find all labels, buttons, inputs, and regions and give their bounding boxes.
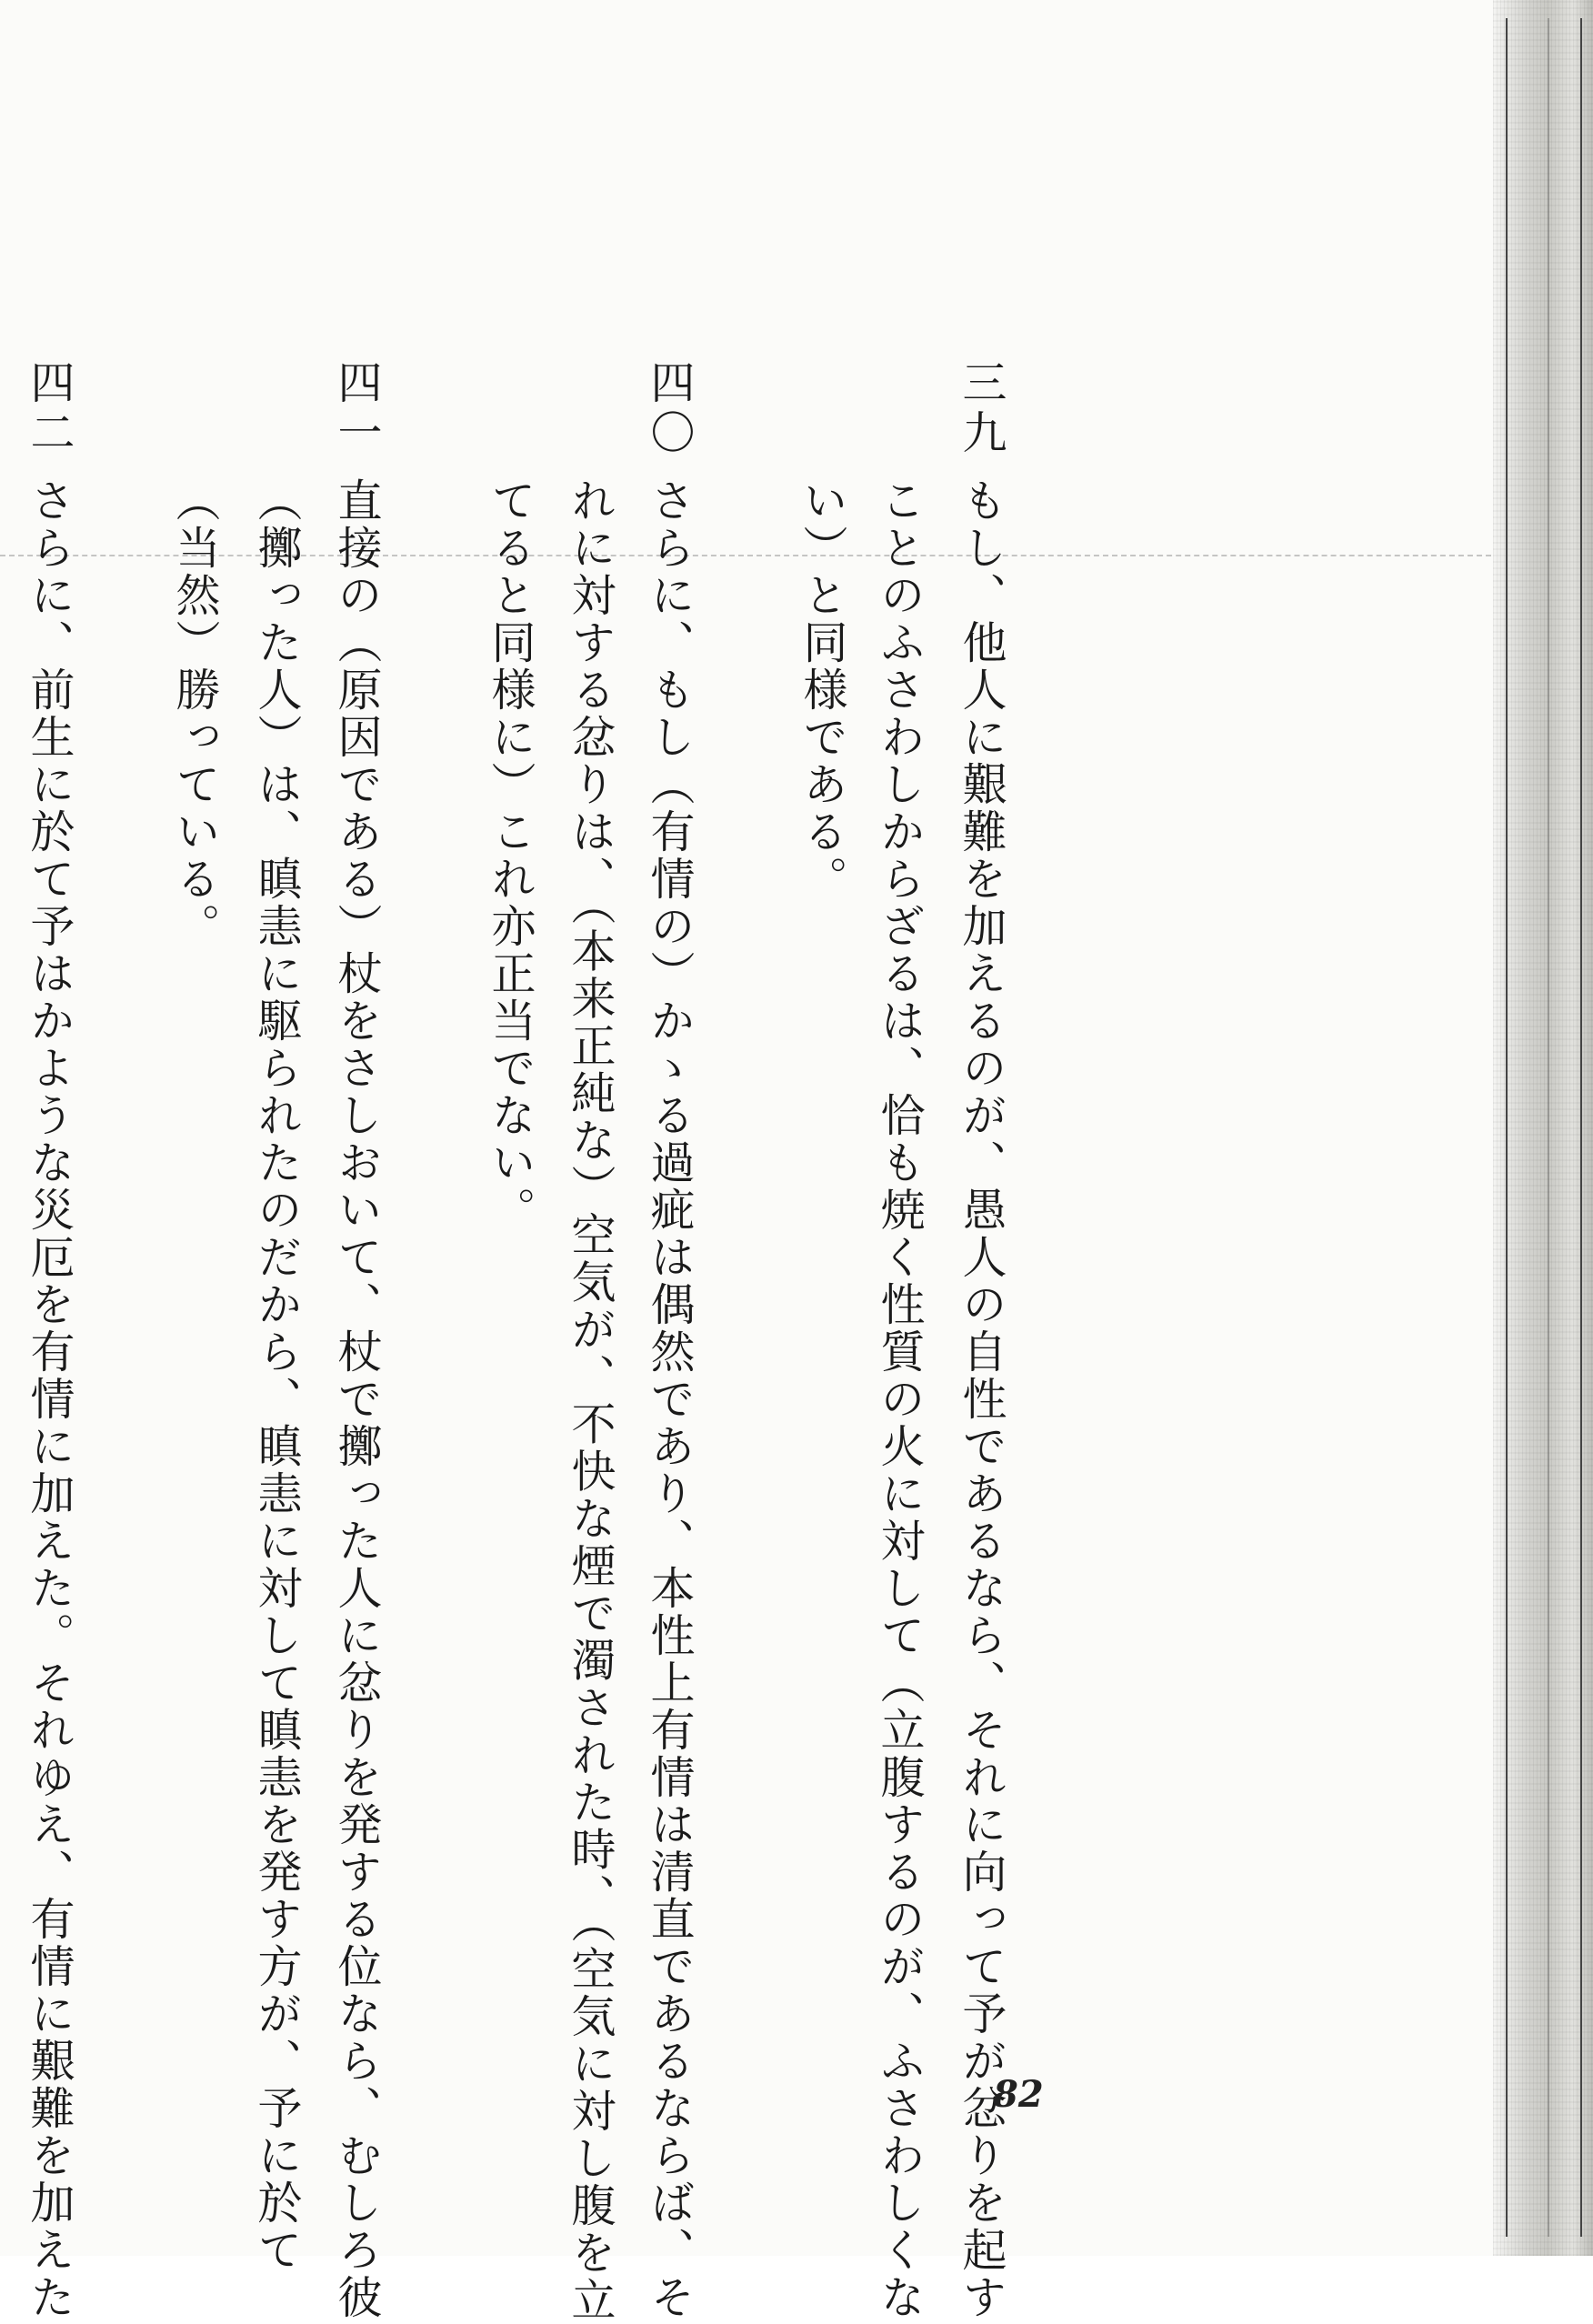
binding-rule	[1580, 18, 1582, 2237]
verse-number: 三九	[956, 359, 1007, 459]
verse-line: 直接の（原因である）杖をさしおいて、杖で擲った人に忿りを発する位なら、むしろ彼	[331, 477, 383, 2321]
verse-line: ことのふさわしからざるは、恰も焼く性質の火に対して（立腹するのが、ふさわしくな	[874, 477, 926, 2321]
page-number: 82	[993, 2073, 1044, 2116]
binding-edge	[1493, 0, 1593, 2256]
verse-line: さらに、前生に於て予はかような災厄を有情に加えた。それゆえ、有情に艱難を加えた	[24, 477, 75, 2321]
verse-number: 四〇	[644, 359, 696, 459]
verse-line: もし、他人に艱難を加えるのが、愚人の自性であるなら、それに向って予が忿りを起す	[956, 477, 1007, 2321]
verse-line: （当然）勝っている。	[169, 477, 221, 950]
verse-line: れに対する忿りは、（本来正純な）空気が、不快な煙で濁された時、（空気に対し腹を立	[565, 477, 616, 2324]
binding-rule	[1506, 18, 1508, 2237]
fold-line	[0, 555, 1491, 556]
verse-line: い）と同様である。	[796, 477, 848, 903]
verse-number: 四一	[331, 359, 383, 459]
verse-line: てると同様に）これ亦正当でない。	[485, 477, 536, 1234]
verse-number: 四二	[24, 359, 75, 459]
binding-rule	[1548, 18, 1549, 2237]
verse-line: （擲った人）は、瞋恚に駆られたのだから、瞋恚に対して瞋恚を発す方が、予に於て	[251, 477, 303, 2274]
verse-line: さらに、もし（有情の）かゝる過疵は偶然であり、本性上有情は清直であるならば、そ	[644, 477, 696, 2321]
